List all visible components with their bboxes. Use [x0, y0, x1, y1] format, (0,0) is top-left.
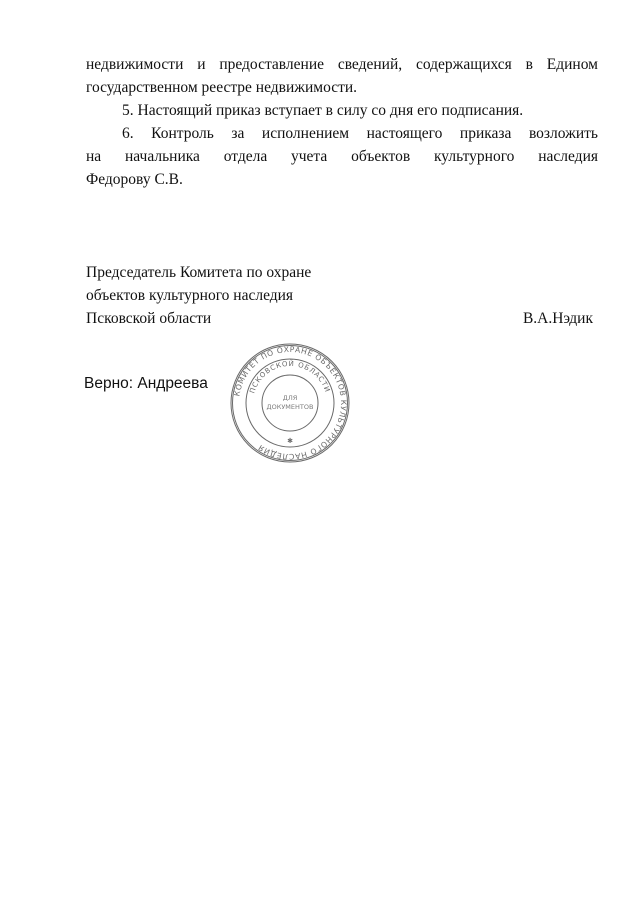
- svg-text:ПСКОВСКОЙ ОБЛАСТИ: [248, 359, 331, 395]
- paragraph-item-5: 5. Настоящий приказ вступает в силу со дня его подписания.: [122, 102, 524, 119]
- signature-title-line3: Псковской области: [86, 310, 212, 327]
- signatory-name: В.А.Нэдик: [522, 310, 593, 327]
- signature-title-line1: Председатель Комитета по охране: [86, 264, 312, 281]
- signature-title-line2: объектов культурного наследия: [86, 287, 294, 304]
- stamp-center-line1: ДЛЯ: [282, 394, 298, 402]
- stamp-outer-text: КОМИТЕТ ПО ОХРАНЕ ОБЪЕКТОВ КУЛЬТУРНОГО НАСЛЕДИЯ: [232, 344, 349, 462]
- paragraph-item-6-line2: на начальника отдела учета объектов культурного наследия: [86, 148, 598, 165]
- stamp-star-icon: ✱: [287, 437, 293, 445]
- stamp-center-line2: ДОКУМЕНТОВ: [266, 403, 314, 411]
- stamp-inner-text: ПСКОВСКОЙ ОБЛАСТИ: [248, 359, 332, 395]
- paragraph-item-6-line3: Федорову С.В.: [86, 171, 183, 188]
- verified-by-note: Верно: Андреева: [84, 375, 208, 392]
- paragraph-continued-line2: государственном реестре недвижимости.: [86, 79, 358, 96]
- paragraph-continued-line1: недвижимости и предоставление сведений, содержащихся в Едином: [86, 56, 598, 73]
- paragraph-item-6-line1: 6. Контроль за исполнением настоящего приказа возложить: [122, 125, 598, 142]
- official-seal-stamp: [229, 342, 351, 464]
